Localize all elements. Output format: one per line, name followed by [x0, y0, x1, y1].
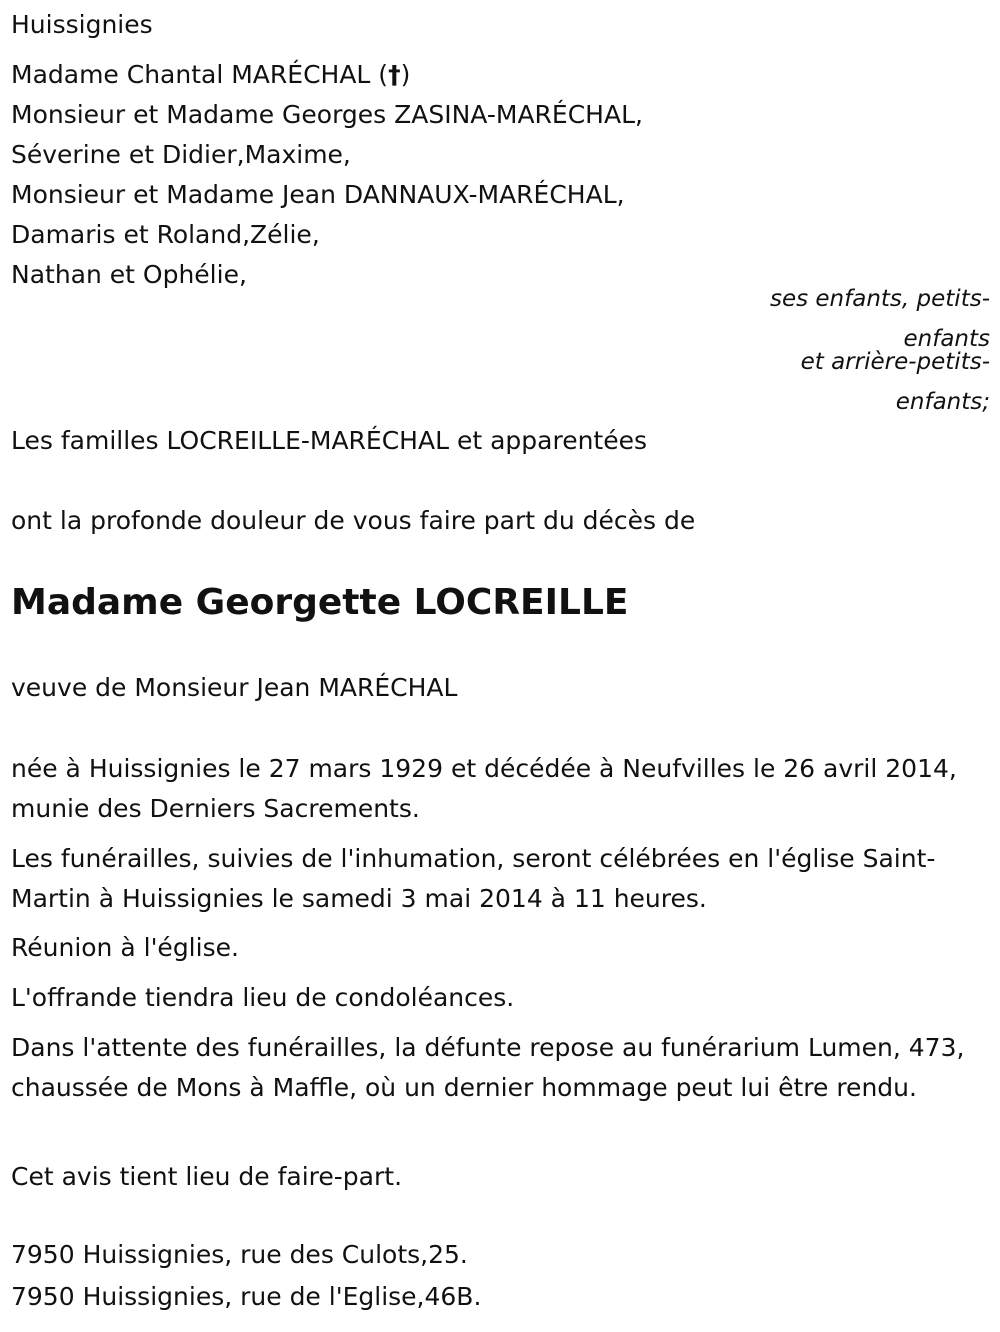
offering-details: L'offrande tiendra lieu de condoléances. — [11, 983, 515, 1012]
deceased-name: Madame Georgette LOCREILLE — [11, 582, 629, 623]
funerarium-details: Dans l'attente des funérailles, la défunte repose au funérarium Lumen, 473, chaussée de Mons à Maffle, où un dernier hommage peut lui être rendu. — [11, 1033, 965, 1102]
dagger-close-paren: ) — [400, 60, 411, 89]
family-member-line: Monsieur et Madame Georges ZASINA-MARÉCHAL, — [11, 100, 643, 129]
relation-line: et arrière-petits- — [800, 349, 990, 375]
funeral-details: Les funérailles, suivies de l'inhumation, seront célébrées en l'église Saint-Martin à Huissignies le samedi 3 mai 2014 à 11 heures. — [11, 844, 936, 913]
other-families: Les familles LOCREILLE-MARÉCHAL et apparentées — [11, 426, 648, 455]
family-member-line: Monsieur et Madame Jean DANNAUX-MARÉCHAL, — [11, 180, 625, 209]
family-member-line: Nathan et Ophélie, — [11, 260, 247, 289]
notice-text: Cet avis tient lieu de faire-part. — [11, 1162, 403, 1191]
birth-death-details: née à Huissignies le 27 mars 1929 et décédée à Neufvilles le 26 avril 2014, munie des Derniers Sacrements. — [11, 754, 957, 823]
widow-of: veuve de Monsieur Jean MARÉCHAL — [11, 673, 458, 702]
place-heading: Huissignies — [11, 10, 153, 39]
relation-line: enfants; — [895, 389, 990, 415]
meeting-details: Réunion à l'église. — [11, 933, 239, 962]
family-member-line — [11, 60, 410, 90]
family-member-line: Séverine et Didier,Maxime, — [11, 140, 351, 169]
relation-line: enfants — [903, 326, 990, 352]
family-member-line: Damaris et Roland,Zélie, — [11, 220, 320, 249]
dagger-icon: † — [388, 60, 401, 89]
address-line: 7950 Huissignies, rue de l'Eglise,46B. — [11, 1282, 482, 1311]
relation-line: ses enfants, petits- — [769, 286, 990, 312]
announcement-intro: ont la profonde douleur de vous faire part du décès de — [11, 506, 696, 535]
family-member-name: Madame Chantal MARÉCHAL ( — [11, 60, 389, 89]
address-line: 7950 Huissignies, rue des Culots,25. — [11, 1240, 468, 1269]
